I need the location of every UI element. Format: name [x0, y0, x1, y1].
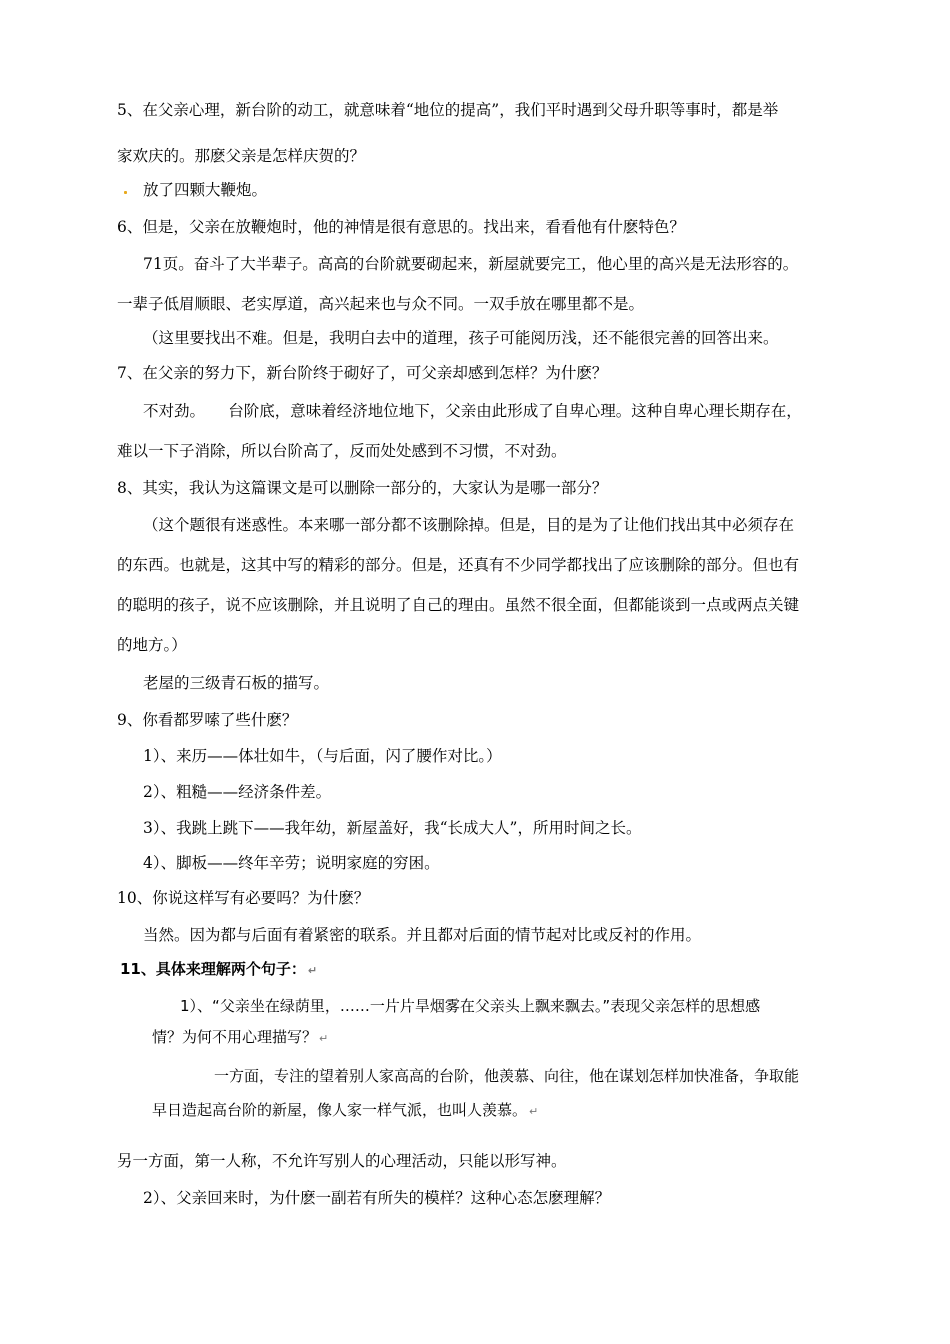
answer-11-line-2: 早日造起高台阶的新屋，像人家一样气派，也叫人羡慕。 ↵ [152, 1101, 539, 1119]
note-6: （这里要找出不难。但是，我明白去中的道理，孩子可能阅历浅，还不能很完善的回答出来。 [143, 329, 779, 347]
paragraph-mark-icon: ↵ [307, 964, 318, 977]
question-11-sub-2: 2）、父亲回来时，为什麽一副若有所失的模样？这种心态怎麽理解？ [143, 1189, 611, 1207]
answer-8: 老屋的三级青石板的描写。 [143, 674, 330, 692]
answer-6-line-2: 一辈子低眉顺眼、老实厚道，高兴起来也与众不同。一双手放在哪里都不是。 [117, 295, 645, 313]
note-8-line-2: 的东西。也就是，这其中写的精彩的部分。但是，还真有不少同学都找出了应该删除的部分。但也有 [117, 556, 800, 574]
question-5-line-2: 家欢庆的。那麽父亲是怎样庆贺的？ [117, 147, 366, 165]
answer-5: 放了四颗大鞭炮。 [143, 181, 268, 199]
question-8: 8、其实，我认为这篇课文是可以删除一部分的，大家认为是哪一部分？ [117, 479, 608, 497]
answer-9-item-3: 3）、我跳上跳下——我年幼，新屋盖好，我“长成大人”，所用时间之长。 [143, 819, 642, 837]
question-7: 7、在父亲的努力下，新台阶终于砌好了，可父亲却感到怎样？为什麽？ [117, 364, 608, 382]
note-8-line-4: 的地方。） [117, 636, 187, 654]
question-10: 10、你说这样写有必要吗？为什麽？ [117, 889, 370, 907]
answer-10: 当然。因为都与后面有着紧密的联系。并且都对后面的情节起对比或反衬的作用。 [143, 926, 702, 944]
bullet-mark [124, 191, 127, 194]
question-11-sub-1-line-1: 1）、“父亲坐在绿荫里，……一片片旱烟雾在父亲头上飘来飘去。”表现父亲怎样的思想感 [180, 997, 761, 1015]
answer-7-line-1: 不对劲。 台阶底，意味着经济地位地下，父亲由此形成了自卑心理。这种自卑心理长期存在， [143, 402, 802, 420]
answer-9-item-1: 1）、来历——体壮如牛，（与后面，闪了腰作对比。） [143, 747, 502, 765]
question-11: 11、具体来理解两个句子： ↵ [120, 960, 318, 978]
note-8-line-3: 的聪明的孩子，说不应该删除，并且说明了自己的理由。虽然不很全面，但都能谈到一点或两点关键 [117, 596, 800, 614]
answer-9-item-4: 4）、脚板——终年辛劳；说明家庭的穷困。 [143, 854, 440, 872]
answer-11-line-3: 另一方面，第一人称，不允许写别人的心理活动，只能以形写神。 [117, 1152, 567, 1170]
note-8-line-1: （这个题很有迷惑性。本来哪一部分都不该删除掉。但是，目的是为了让他们找出其中必须存在 [143, 516, 795, 534]
paragraph-mark-icon: ↵ [529, 1105, 539, 1118]
answer-7-line-2: 难以一下子消除，所以台阶高了，反而处处感到不习惯，不对劲。 [117, 442, 567, 460]
question-9: 9、你看都罗嗦了些什麽？ [117, 711, 298, 729]
answer-6-line-1: 71页。奋斗了大半辈子。高高的台阶就要砌起来，新屋就要完工，他心里的高兴是无法形容的。 [143, 255, 799, 273]
answer-11-line-1: 一方面，专注的望着别人家高高的台阶，他羡慕、向往，他在谋划怎样加快准备，争取能 [214, 1067, 800, 1085]
answer-9-item-2: 2）、粗糙——经济条件差。 [143, 783, 332, 801]
question-5-line-1: 5、在父亲心理，新台阶的动工，就意味着“地位的提高”，我们平时遇到父母升职等事时，都是举 [117, 101, 779, 119]
question-6: 6、但是，父亲在放鞭炮时，他的神情是很有意思的。找出来，看看他有什麽特色？ [117, 218, 685, 236]
paragraph-mark-icon: ↵ [319, 1032, 329, 1045]
question-11-sub-1-line-2: 情？为何不用心理描写？ ↵ [152, 1028, 329, 1046]
